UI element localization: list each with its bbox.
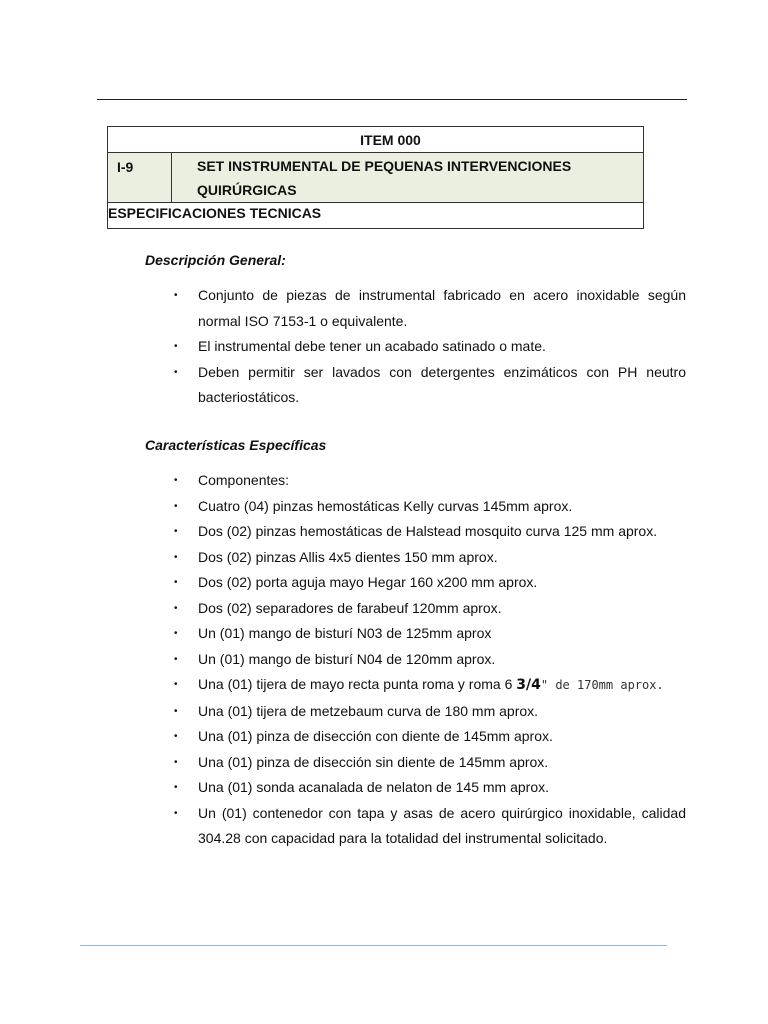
item-code: I-9	[108, 153, 172, 202]
item-title-line-1: SET INSTRUMENTAL DE PEQUENAS INTERVENCIONES	[197, 158, 572, 174]
bullet-icon: •	[174, 341, 178, 352]
bullet-icon: •	[174, 366, 178, 378]
bullet-icon: •	[174, 807, 178, 819]
bullet-icon: •	[174, 756, 178, 768]
specific-characteristics-list	[174, 468, 686, 852]
bullet-icon: •	[174, 500, 178, 512]
scissor-tail: " de 170mm aprox.	[540, 678, 664, 692]
footer-rule	[80, 945, 667, 946]
list-item: • El instrumental debe tener un acabado satinado o mate.	[174, 334, 686, 360]
item-title	[172, 153, 643, 202]
list-item: • Un (01) contenedor con tapa y asas de acero quirúrgico inoxidable, calidad 304.28 con capacidad para la totalidad del instrumental solicitado.	[174, 801, 686, 852]
bullet-icon: •	[174, 653, 178, 665]
list-item: • Una (01) pinza de disección con diente de 145mm aprox.	[174, 724, 686, 750]
list-item: • Una (01) sonda acanalada de nelaton de 145 mm aprox.	[174, 775, 686, 801]
general-description-list	[174, 283, 686, 411]
item-row	[108, 153, 643, 203]
scissor-fraction: 3/4	[516, 677, 541, 693]
bullet-icon: •	[174, 551, 178, 563]
bullet-icon: •	[174, 679, 178, 690]
item-title-line-2: QUIRÚRGICAS	[197, 182, 297, 198]
list-item	[174, 672, 686, 699]
list-item: • Componentes:	[174, 468, 686, 494]
scissor-item: Una (01) tijera de mayo recta punta roma y roma 6 3/4" de 170mm aprox.	[198, 676, 664, 693]
general-description-heading: Descripción General:	[145, 252, 286, 268]
item-header: ITEM 000	[108, 127, 643, 153]
bullet-icon: •	[174, 526, 178, 537]
list-item: • Deben permitir ser lavados con detergentes enzimáticos con PH neutro bacteriostáticos.	[174, 360, 686, 411]
header-rule	[97, 99, 687, 100]
bullet-icon: •	[174, 628, 178, 639]
item-table	[107, 126, 644, 229]
bullet-icon: •	[174, 782, 178, 793]
list-item: • Una (01) pinza de disección sin diente de 145mm aprox.	[174, 750, 686, 776]
spec-label: ESPECIFICACIONES TECNICAS	[108, 205, 322, 221]
list-item: • Cuatro (04) pinzas hemostáticas Kelly curvas 145mm aprox.	[174, 494, 686, 520]
bullet-icon: •	[174, 705, 178, 717]
bullet-icon: •	[174, 731, 178, 742]
list-item: • Una (01) tijera de metzebaum curva de 180 mm aprox.	[174, 699, 686, 725]
bullet-icon: •	[174, 602, 178, 614]
list-item: • Un (01) mango de bisturí N04 de 120mm aprox.	[174, 647, 686, 673]
list-item: • Dos (02) pinzas Allis 4x5 dientes 150 mm aprox.	[174, 545, 686, 571]
bullet-icon: •	[174, 290, 178, 301]
bullet-icon: •	[174, 577, 178, 588]
list-item: • Conjunto de piezas de instrumental fabricado en acero inoxidable según normal ISO 7153-1 o equivalente.	[174, 283, 686, 334]
bullet-icon: •	[174, 475, 178, 486]
specific-characteristics-heading: Características Específicas	[145, 437, 327, 453]
list-item: • Dos (02) separadores de farabeuf 120mm aprox.	[174, 596, 686, 622]
list-item: • Dos (02) pinzas hemostáticas de Halstead mosquito curva 125 mm aprox.	[174, 519, 686, 545]
list-item: • Dos (02) porta aguja mayo Hegar 160 x200 mm aprox.	[174, 570, 686, 596]
list-item: • Un (01) mango de bisturí N03 de 125mm aprox	[174, 621, 686, 647]
